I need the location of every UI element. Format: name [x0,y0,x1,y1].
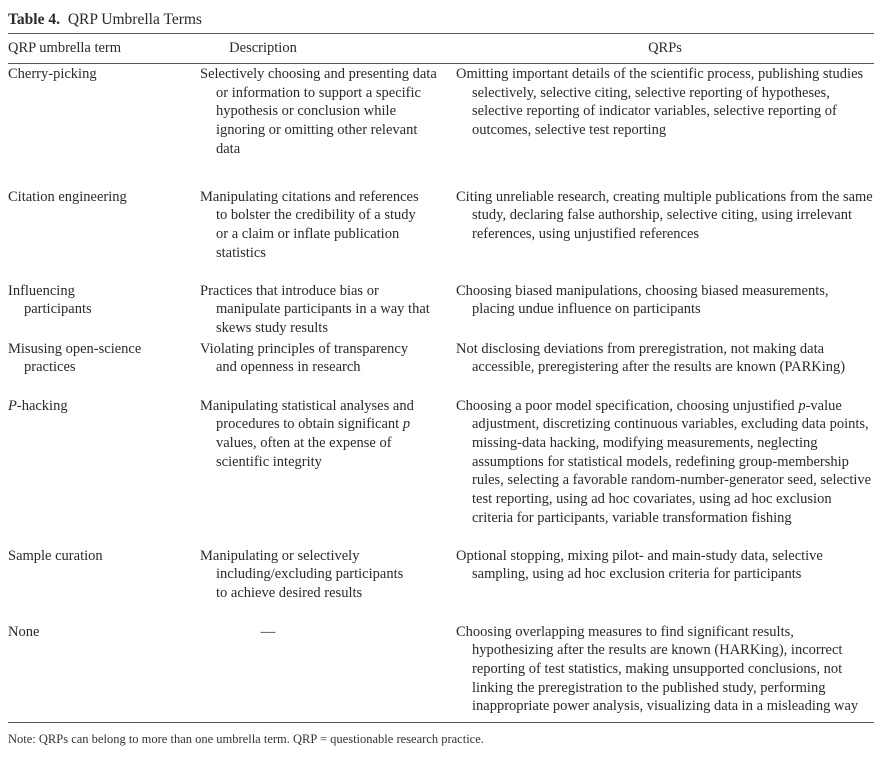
table-title: QRP Umbrella Terms [67,11,202,28]
table-row [8,64,874,187]
description-part: Manipulating statistical analyses and procedures to obtain significant [200,397,414,433]
description-italic-p: p [402,416,411,433]
description-cell [200,397,456,472]
qrps-italic-p: p [798,397,806,414]
qrps-cell: Optional stopping, mixing pilot- and main-study data, selective sampling, using ad hoc exclusion criteria for participants [456,547,823,583]
table-caption [8,9,874,33]
table-row [8,281,874,339]
term-italic-p: P [8,397,17,414]
term-rest: -hacking [16,397,68,414]
term-cell [8,397,200,416]
table-note: Note: QRPs can belong to more than one umbrella term. QRP = questionable research practice. [8,732,484,747]
description-cell: Practices that introduce bias or manipulate participants in a way that skews study results [200,282,430,336]
term-cell: None [8,623,40,640]
header-umbrella-term: QRP umbrella term [8,34,200,64]
description-cell: Violating principles of transparency and openness in research [200,340,409,376]
description-cell: Manipulating citations and references to bolster the credibility of a study or a claim or inflate publication statistics [200,188,419,261]
qrps-cell: Not disclosing deviations from preregistration, not making data accessible, preregistering after the results are known (PARKing) [456,340,846,376]
description-cell-empty-dash: — [260,623,276,640]
description-cell: Selectively choosing and presenting data or information to support a specific hypothesis or conclusion while ignoring or omitting other relevant data [200,66,437,157]
table-row [8,187,874,281]
qrps-part: Choosing a poor model specification, choosing unjustified [456,397,799,414]
table-container [8,0,874,747]
term-cell: Citation engineering [8,188,127,205]
term-cell: Influencing participants [8,282,92,318]
term-cell: Cherry-picking [8,66,97,82]
table-row [8,339,874,396]
header-row [8,34,874,64]
qrps-cell: Choosing biased manipulations, choosing biased measurements, placing undue influence on participants [456,282,829,318]
table-row [8,546,874,622]
header-qrps: QRPs [456,34,874,64]
term-cell: Sample curation [8,547,103,564]
qrp-umbrella-table [8,33,874,723]
table-label: Table 4. [8,11,60,28]
qrps-cell: Citing unreliable research, creating multiple publications from the same study, declaring false authorship, selective citing, using irrelevant references, using unjustified references [456,188,873,242]
table-row [8,622,874,723]
qrps-cell: Choosing overlapping measures to find significant results, hypothesizing after the results are known (HARKing), incorrect reporting of test statistics, making unsupported conclusions, not linking the preregistration to the published study, performing inappropriate power analysis, visualizing data in a misleading way [456,623,859,715]
qrps-part: -value adjustment, discretizing continuous variables, excluding data points, missing-data hacking, modifying measurements, neglecting assumptions for statistical models, redefining group-membership rules, selecting a favorable random-number-generator seed, selective test reporting, using ad hoc covariates, using ad hoc exclusion criteria for participants, variable transformation fishing [472,397,872,526]
qrps-cell: Omitting important details of the scientific process, publishing studies selectively, selective citing, selective reporting of hypotheses, selective reporting of indicator variables, selective reporting of outcomes, selective test reporting [456,66,864,139]
description-cell: Manipulating or selectively including/excluding participants to achieve desired results [200,547,404,601]
term-cell: Misusing open-science practices [8,340,142,376]
header-description: Description [200,34,456,64]
description-part: values, often at the expense of scientific integrity [216,434,392,470]
table-row [8,396,874,546]
qrps-cell [456,397,874,528]
